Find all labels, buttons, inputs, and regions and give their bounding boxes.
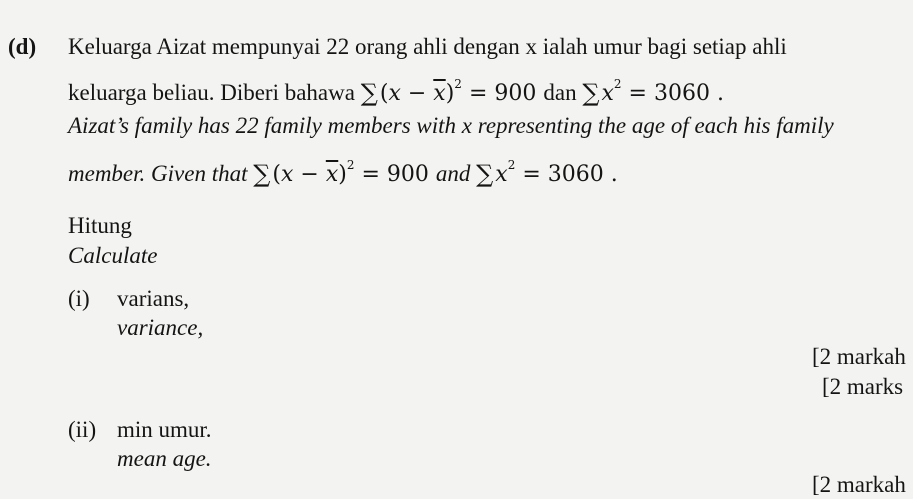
part-i-marks-english: [2 marks (822, 374, 904, 399)
malay-connector: dan (543, 80, 577, 105)
part-i-malay: varians, (117, 286, 190, 311)
malay-line-1: Keluarga Aizat mempunyai 22 orang ahli dengan x ialah umur bagi setiap ahli (68, 34, 787, 59)
english-line-1: Aizat’s family has 22 family members with x representing the age of each his family (68, 113, 834, 138)
malay-sum-sq-dev-formula: $\sum(x - \overline{x})^2 = 900$ (360, 77, 537, 107)
question-label: (d) (8, 34, 37, 59)
english-sum-sq-dev-formula: $\sum(x - \overline{x})^2 = 900$ (253, 158, 429, 188)
malay-line-2 (68, 70, 724, 108)
part-i-marks-malay: [2 markah (812, 344, 906, 369)
instruction-english: Calculate (68, 243, 158, 268)
part-i-english: variance, (117, 315, 204, 340)
part-ii-malay: min umur. (117, 417, 212, 442)
instruction-malay: Hitung (68, 213, 132, 238)
malay-line-2-prefix: keluarga beliau. Diberi bahawa (68, 80, 355, 105)
english-line-2-prefix: member. Given that (68, 161, 248, 186)
part-ii-english: mean age. (117, 446, 212, 471)
english-sum-sq-formula: $\sum x^2 = 3060$ . (476, 158, 618, 188)
part-ii-marks-malay: [2 markah (812, 472, 906, 497)
malay-sum-sq-formula: $\sum x^2 = 3060$ . (582, 77, 724, 107)
part-i-label: (i) (68, 286, 90, 311)
part-ii-label: (ii) (68, 417, 97, 442)
english-connector: and (435, 161, 471, 186)
english-line-2 (68, 151, 618, 189)
